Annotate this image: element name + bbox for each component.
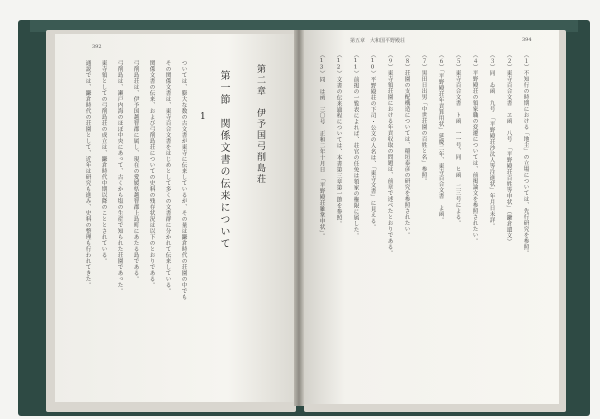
left-body-column: 通説では、鎌倉時代の荘園として、近年は研究も進み、史料の整理も行われてきた。 [84, 60, 91, 288]
left-body-column: 東寺領としての弓削島荘の成立は、鎌倉時代中期以降のこととされている。 [100, 60, 107, 264]
right-note-column: （12）文書の伝来過程については、本書第三章第一節を参照。 [335, 52, 342, 227]
right-note-column: （３）同 ゐ函 九号 「平野殿荘沙汰人等注進状」年月日未詳。 [488, 52, 495, 230]
right-note-column: （７）黒田日出男「中世荘園の百姓と名」参照。 [420, 52, 427, 184]
right-note-column: （10）平野殿荘の下司・公文の人名は、「東寺文書」に見える。 [369, 52, 376, 230]
right-note-column: （６）「平野殿荘年貢算用状」延慶二年、東寺百合文書 よ函。 [437, 52, 444, 224]
right-note-column: （４）平野殿荘の領家職の変遷については、前掲論文を参照されたい。 [471, 52, 478, 244]
book-gutter [294, 30, 304, 406]
right-note-column: （８）荘園の支配構造については、稲垣泰彦の研究を参照されたい。 [403, 52, 410, 238]
right-page-number: 394 [522, 37, 532, 43]
left-body-column: ついては、膨大な数の古文書が東寺に伝来しているが、その量は鎌倉時代の荘園の中でも [180, 60, 187, 300]
chapter-title: 第二章 伊予国弓削島荘 [255, 64, 265, 185]
right-note-column: （５）東寺百合文書 ト函 一一号、同 ヒ函 二三号による。 [454, 52, 461, 226]
right-note-column: （２）東寺百合文書 ヱ函 八号 「平野殿荘百姓等申状」（鎌倉遺文） [505, 52, 512, 245]
right-running-head: 第五章 大和国平野殿荘 [350, 38, 406, 44]
left-body-column: 弓削島荘は、伊予国越智郡に属し、現在の愛媛県越智郡上島町にあたる島である。 [132, 60, 139, 282]
right-note-column: （11）前掲の一覧表によれば、荘官の任免は領家の権限に属した。 [352, 52, 359, 239]
left-body-column: 関係文書の伝来、および弓削島荘についての史料の残存状況は以下のとおりである。 [148, 60, 155, 288]
left-body-column: 弓削島は、瀬戸内海のほぼ中央にあって、古くから塩の生産で知られた荘園であった。 [116, 60, 123, 294]
section-mark: 1 [200, 112, 206, 122]
right-note-column: （13）同 は函 三〇号 正和二年十月日 「平野殿荘雑掌申状」。 [318, 52, 325, 240]
right-note-column: （１）不知行の時期における「地主」の立場については、先行研究を参照。 [522, 52, 529, 256]
section-title: 第一節 関係文書の伝来について [218, 70, 229, 250]
left-page-number: 392 [92, 44, 102, 50]
left-body-column: その関係文書は、東寺百合文書をはじめとして多くの文書群に分かれて伝来している。 [164, 60, 171, 294]
right-note-column: （９）東寺領荘園における年貢収取の問題は、前章で述べたとおりである。 [386, 52, 393, 256]
